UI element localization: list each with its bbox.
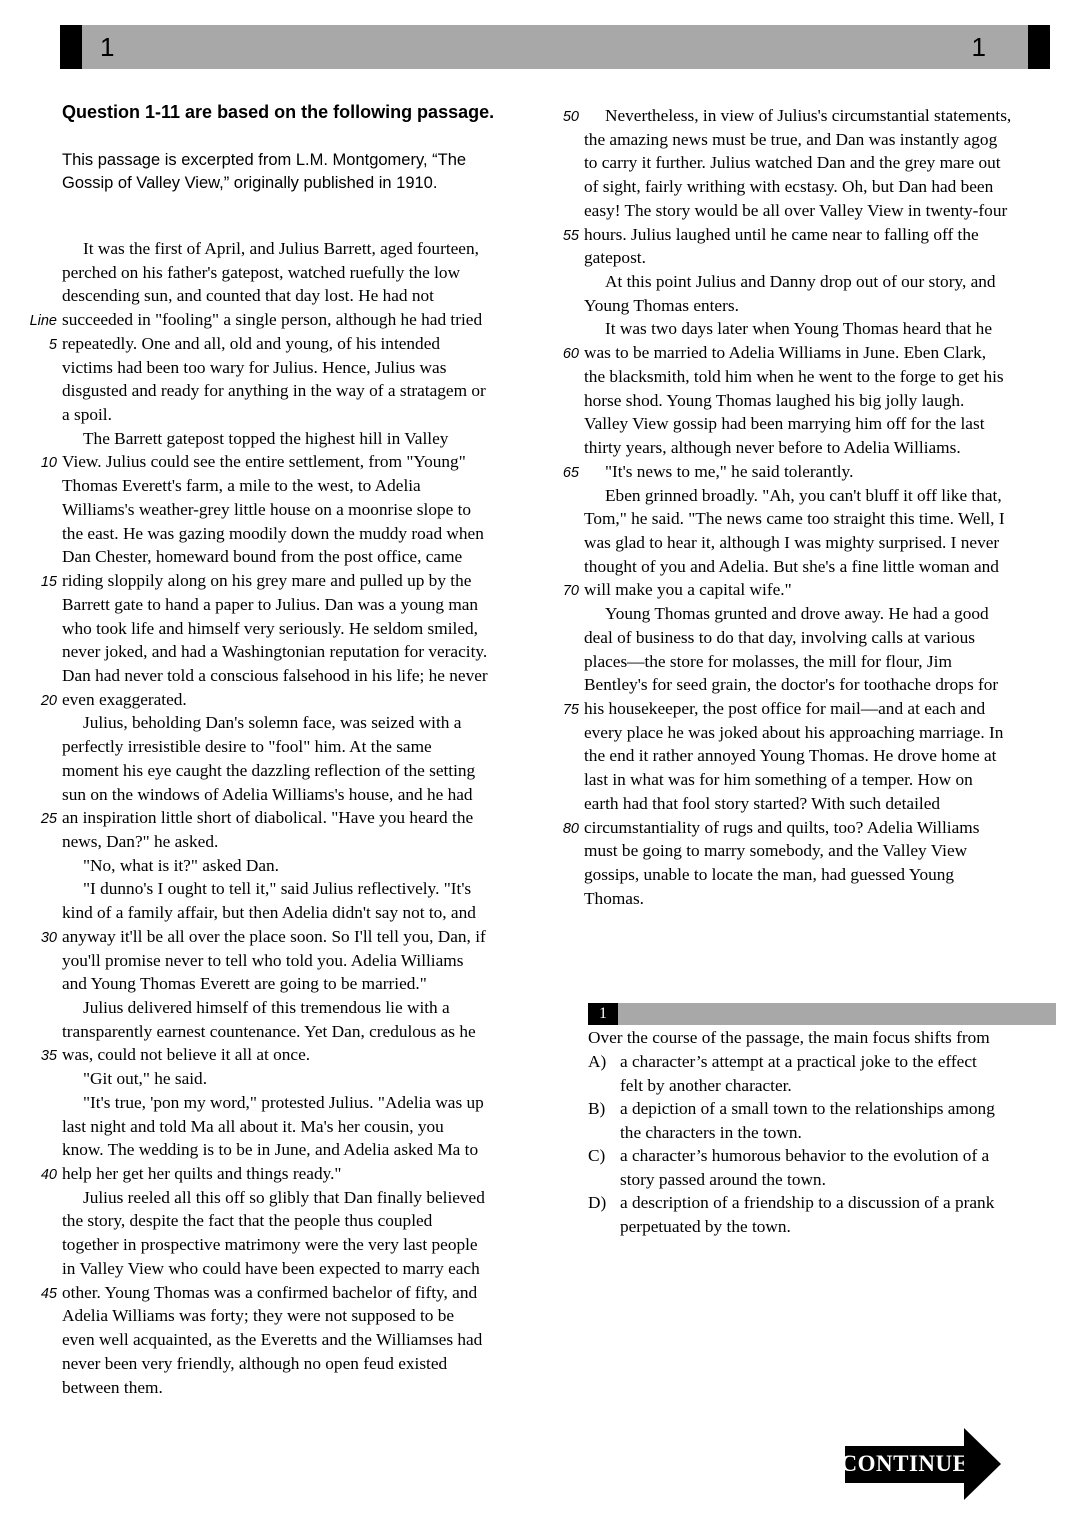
passage-line <box>548 128 1011 152</box>
choice-text <box>620 1050 977 1097</box>
passage-line <box>26 261 488 285</box>
passage-line <box>548 602 1011 626</box>
passage-text-line: Thomas. <box>584 888 644 908</box>
line-number-marker: 40 <box>40 1167 57 1184</box>
line-number-marker: Line <box>29 313 57 330</box>
passage-line <box>26 877 488 901</box>
passage-line <box>26 664 488 688</box>
choice-letter: D) <box>588 1193 607 1212</box>
passage-text-line: the blacksmith, told him when he went to the forge to get his <box>584 366 1004 386</box>
passage-text-line: transparently earnest countenance. Yet Dan, credulous as he <box>62 1021 476 1041</box>
passage-line <box>548 270 1011 294</box>
answer-choice-c[interactable] <box>588 1144 1060 1191</box>
passage-line <box>26 1281 488 1305</box>
answer-choice-b[interactable] <box>588 1097 1060 1144</box>
passage-text-line: Young Thomas enters. <box>584 295 739 315</box>
passage-text-line: Julius, beholding Dan's solemn face, was seized with a <box>83 713 462 733</box>
passage-text-line: never been very friendly, although no open feud existed <box>62 1353 448 1373</box>
line-number-marker: 10 <box>40 455 57 472</box>
passage-line <box>548 223 1011 247</box>
passage-text-line: Adelia Williams was forty; they were not supposed to be <box>62 1306 455 1326</box>
passage-text-line: View. Julius could see the entire settlement, from "Young" <box>62 452 466 472</box>
passage-text-line: never joked, and had a Washingtonian reputation for veracity. <box>62 642 488 662</box>
passage-text-line: circumstantiality of rugs and quilts, too? Adelia Williams <box>584 817 980 837</box>
answer-choice-a[interactable] <box>588 1050 1060 1097</box>
choice-text-line: a depiction of a small town to the relationships among <box>620 1099 995 1118</box>
passage-text-line: a spoil. <box>62 405 112 425</box>
passage-line <box>548 365 1011 389</box>
passage-line <box>26 640 488 664</box>
passage-text-line: disgusted and ready for anything in the way of a stratagem or <box>62 381 486 401</box>
passage-text-line: "I dunno's I ought to tell it," said Julius reflectively. "It's <box>83 879 472 899</box>
passage-text-line: last night and told Ma all about it. Ma's her cousin, you <box>62 1116 444 1136</box>
passage-text-line: the end it rather annoyed Young Thomas. He drove home at <box>584 746 997 766</box>
choice-text <box>620 1097 995 1144</box>
choice-text <box>620 1144 989 1191</box>
passage-text-line: horse shod. Young Thomas laughed his big jolly laugh. <box>584 390 965 410</box>
passage-text-line: perfectly irresistible desire to "fool" him. At the same <box>62 737 432 757</box>
passage-line <box>26 996 488 1020</box>
passage-line <box>548 460 1011 484</box>
passage-line <box>548 673 1011 697</box>
passage-line <box>26 806 488 830</box>
passage-line <box>26 1257 488 1281</box>
line-number-marker: 15 <box>40 574 57 591</box>
passage-line <box>26 1209 488 1233</box>
passage-line <box>26 450 488 474</box>
passage-directions: Question 1-11 are based on the following passage. <box>62 102 495 122</box>
passage-text-line: Tom," he said. "The news came too straight this time. Well, I <box>584 509 1005 529</box>
passage-line <box>548 436 1011 460</box>
passage-text-line: the amazing news must be true, and Dan was instantly agog <box>584 129 998 149</box>
passage-text-line: succeeded in "fooling" a single person, although he had tried <box>62 310 483 330</box>
passage-line <box>26 522 488 546</box>
passage-text-line: Julius reeled all this off so glibly that Dan finally believed <box>83 1187 485 1207</box>
continue-button[interactable] <box>840 1428 1001 1500</box>
passage-text-line: in Valley View who could have been expected to marry each <box>62 1258 480 1278</box>
passage-text-line: Nevertheless, in view of Julius's circumstantial statements, <box>605 106 1012 125</box>
passage-line <box>26 1376 488 1400</box>
line-number-marker: 45 <box>40 1285 57 1302</box>
passage-line <box>26 308 488 332</box>
passage-line <box>548 199 1011 223</box>
passage-text-line: even well acquainted, as the Everetts and the Williamses had <box>62 1330 483 1350</box>
passage-text-line: riding sloppily along on his grey mare and pulled up by the <box>62 571 472 591</box>
passage-text-line: even exaggerated. <box>62 689 187 709</box>
line-number-marker: 20 <box>40 692 57 709</box>
passage-line <box>548 294 1011 318</box>
passage-text-line: to carry it further. Julius watched Dan and the grey mare out <box>584 153 1001 173</box>
passage-text-line: Dan had never told a conscious falsehood in his life; he never <box>62 665 488 685</box>
passage-line <box>26 901 488 925</box>
choice-letter: B) <box>588 1099 606 1118</box>
passage-text-line: who took life and himself very seriously. He seldom smiled, <box>62 618 478 638</box>
line-number-marker: 75 <box>562 701 579 718</box>
line-number-marker: 70 <box>562 583 579 600</box>
passage-text-line: "No, what is it?" asked Dan. <box>83 855 280 875</box>
passage-text-line: his housekeeper, the post office for mail—and at each and <box>584 698 986 718</box>
passage-line <box>26 1043 488 1067</box>
passage-line <box>26 593 488 617</box>
passage-text-line: Julius delivered himself of this tremendous lie with a <box>83 998 450 1017</box>
passage-line <box>26 1067 488 1091</box>
passage-line <box>26 284 488 308</box>
line-number-marker: 55 <box>562 227 579 244</box>
passage-line <box>26 1304 488 1328</box>
passage-text-line: deal of business to do that day, involving calls at various <box>584 627 975 647</box>
passage-text-line: thirty years, although never before to Adelia Williams. <box>584 438 961 458</box>
passage-text-line: places—the store for molasses, the mill for flour, Jim <box>584 651 952 671</box>
passage-line <box>548 412 1011 436</box>
passage-line <box>548 104 1011 128</box>
passage-line <box>548 578 1011 602</box>
passage-text-line: Valley View gossip had been marrying him off for the last <box>584 414 985 434</box>
passage-text-line: gossips, unable to locate the man, had guessed Young <box>584 865 955 884</box>
line-number-marker: 65 <box>562 464 579 481</box>
choice-text <box>620 1191 994 1238</box>
question-stem: Over the course of the passage, the main focus shifts from <box>588 1028 990 1047</box>
passage-line <box>26 1115 488 1139</box>
passage-text-line: It was the first of April, and Julius Barrett, aged fourteen, <box>83 239 479 258</box>
passage-line <box>548 389 1011 413</box>
line-number-marker: 5 <box>48 336 57 353</box>
passage-text-line: was glad to hear it, although I was mighty surprised. I never <box>584 532 1000 552</box>
choice-letter: A) <box>588 1052 607 1071</box>
passage-line <box>26 1091 488 1115</box>
passage-text-line: you'll promise never to tell who told you. Adelia Williams <box>62 950 464 970</box>
passage-text-line: help her get her quilts and things ready." <box>62 1164 342 1184</box>
passage-line <box>26 1138 488 1162</box>
passage-line <box>26 545 488 569</box>
passage-text-line: moment his eye caught the dazzling reflection of the setting <box>62 760 476 780</box>
passage-text-line: kind of a family affair, but then Adelia didn't say not to, and <box>62 903 476 923</box>
passage-text-line: The Barrett gatepost topped the highest hill in Valley <box>83 428 449 448</box>
passage-line <box>548 484 1011 508</box>
passage-line <box>548 317 1011 341</box>
passage-line <box>26 237 488 261</box>
passage-text-line: every place he was joked about his approaching marriage. In <box>584 722 1004 742</box>
source-note-line: Gossip of Valley View,” originally published in 1910. <box>62 173 438 192</box>
passage-text-line: Barrett gate to hand a paper to Julius. Dan was a young man <box>62 594 479 614</box>
passage-column-left <box>26 237 488 1399</box>
passage-line <box>26 332 488 356</box>
passage-line <box>548 768 1011 792</box>
choice-text-line: story passed around the town. <box>620 1169 826 1189</box>
passage-line <box>26 356 488 380</box>
passage-line <box>548 744 1011 768</box>
question-number: 1 <box>588 1003 618 1025</box>
section-number-right: 1 <box>971 32 986 62</box>
header-right-endcap <box>1028 25 1050 69</box>
passage-text-line: will make you a capital wife." <box>584 580 792 600</box>
passage-line <box>548 626 1011 650</box>
passage-line <box>26 688 488 712</box>
passage-line <box>26 759 488 783</box>
passage-text-line: the east. He was gazing moodily down the muddy road when <box>62 523 484 543</box>
passage-text-line: "Git out," he said. <box>83 1069 208 1089</box>
passage-text-line: victims had been too wary for Julius. Hence, Julius was <box>62 357 447 377</box>
passage-text-line: other. Young Thomas was a confirmed bachelor of fifty, and <box>62 1282 478 1302</box>
passage-text-line: was, could not believe it all at once. <box>62 1045 311 1065</box>
header-left-endcap <box>60 25 82 69</box>
passage-text-line: Dan Chester, homeward bound from the post office, came <box>62 547 463 567</box>
section-header-bar <box>60 25 1050 69</box>
passage-text-line: Thomas Everett's farm, a mile to the west, to Adelia <box>62 476 421 496</box>
passage-line <box>548 721 1011 745</box>
passage-line <box>26 1162 488 1186</box>
line-number-marker: 25 <box>40 811 57 828</box>
choice-text-line: the characters in the town. <box>620 1122 802 1142</box>
line-number-marker: 30 <box>40 929 57 946</box>
passage-line <box>26 1020 488 1044</box>
line-number-marker: 80 <box>562 820 579 837</box>
passage-text-line: together in prospective matrimony were the very last people <box>62 1235 478 1255</box>
passage-text-line: Young Thomas grunted and drove away. He had a good <box>605 604 989 624</box>
passage-line <box>26 427 488 451</box>
line-number-marker: 50 <box>562 109 579 125</box>
passage-line <box>548 246 1011 270</box>
passage-line <box>26 1328 488 1352</box>
passage-column-right <box>548 104 1011 910</box>
passage-line <box>548 839 1011 863</box>
passage-line <box>26 1233 488 1257</box>
passage-text-line: an inspiration little short of diabolical. "Have you heard the <box>62 808 474 828</box>
passage-text-line: "It's news to me," he said tolerantly. <box>605 461 854 481</box>
question-header-bar <box>588 1003 1056 1025</box>
choice-text-line: perpetuated by the town. <box>620 1216 791 1236</box>
passage-line <box>548 650 1011 674</box>
passage-text-line: must be going to marry somebody, and the Valley View <box>584 841 968 861</box>
passage-line <box>26 1352 488 1376</box>
choice-text-line: a character’s humorous behavior to the evolution of a <box>620 1146 990 1165</box>
passage-line <box>548 341 1011 365</box>
continue-arrow-icon <box>964 1428 1001 1500</box>
passage-line <box>548 887 1011 911</box>
passage-line <box>548 531 1011 555</box>
passage-line <box>26 711 488 735</box>
passage-line <box>26 569 488 593</box>
passage-line <box>26 379 488 403</box>
passage-text-line: was to be married to Adelia Williams in June. Eben Clark, <box>584 343 987 363</box>
passage-line <box>26 972 488 996</box>
passage-source-note <box>62 149 532 194</box>
line-number-marker: 60 <box>562 346 579 363</box>
passage-line <box>26 783 488 807</box>
passage-text-line: Eben grinned broadly. "Ah, you can't bluff it off like that, <box>605 485 1002 505</box>
passage-text-line: Williams's weather-grey little house on a moonrise slope to <box>62 499 472 519</box>
passage-line <box>548 555 1011 579</box>
passage-line <box>26 498 488 522</box>
continue-label[interactable]: CONTINUE <box>845 1446 964 1483</box>
passage-line <box>548 863 1011 887</box>
passage-text-line: of sight, fairly writhing with ecstasy. Oh, but Dan had been <box>584 177 994 197</box>
passage-text-line: It was two days later when Young Thomas heard that he <box>605 319 992 339</box>
passage-text-line: the story, despite the fact that the people thus coupled <box>62 1211 433 1231</box>
choice-text-line: a description of a friendship to a discussion of a prank <box>620 1193 995 1212</box>
source-note-line: This passage is excerpted from L.M. Montgomery, “The <box>62 151 467 169</box>
passage-line <box>26 735 488 759</box>
passage-text-line: last in what was for him something of a temper. How on <box>584 770 973 790</box>
passage-text-line: earth had that fool story started? With such detailed <box>584 793 941 813</box>
passage-text-line: perched on his father's gatepost, watched ruefully the low <box>62 262 461 282</box>
passage-text-line: descending sun, and counted that day lost. He had not <box>62 286 434 306</box>
passage-text-line: anyway it'll be all over the place soon. So I'll tell you, Dan, if <box>62 926 486 946</box>
choice-letter: C) <box>588 1146 606 1165</box>
passage-text-line: repeatedly. One and all, old and young, of his intended <box>62 333 441 353</box>
passage-text-line: thought of you and Adelia. But she's a fine little woman and <box>584 556 999 576</box>
passage-text-line: At this point Julius and Danny drop out of our story, and <box>605 272 996 292</box>
passage-text-line: know. The wedding is to be in June, and Adelia asked Ma to <box>62 1140 479 1160</box>
passage-line <box>26 830 488 854</box>
line-number-marker: 35 <box>40 1048 57 1065</box>
passage-text-line: easy! The story would be all over Valley View in twenty-four <box>584 200 1008 220</box>
passage-text-line: news, Dan?" he asked. <box>62 831 219 851</box>
passage-text-line: hours. Julius laughed until he came near to falling off the <box>584 224 979 244</box>
passage-text-line: gatepost. <box>584 248 646 268</box>
passage-line <box>26 474 488 498</box>
passage-line <box>26 1186 488 1210</box>
passage-line <box>26 925 488 949</box>
passage-line <box>26 403 488 427</box>
section-number-left: 1 <box>100 32 115 62</box>
passage-line <box>548 151 1011 175</box>
choice-text-line: felt by another character. <box>620 1075 792 1095</box>
passage-text-line: "It's true, 'pon my word," protested Julius. "Adelia was up <box>83 1092 484 1112</box>
passage-line <box>26 854 488 878</box>
passage-line <box>548 507 1011 531</box>
passage-text-line: between them. <box>62 1377 163 1397</box>
answer-choices <box>588 1050 1060 1238</box>
passage-text-line: sun on the windows of Adelia Williams's house, and he had <box>62 784 473 804</box>
passage-text-line: and Young Thomas Everett are going to be married." <box>62 974 427 994</box>
passage-text-line: Bentley's for seed grain, the doctor's for toothache drops for <box>584 675 999 695</box>
passage-line <box>548 697 1011 721</box>
choice-text-line: a character’s attempt at a practical joke to the effect <box>620 1052 977 1071</box>
passage-line <box>26 617 488 641</box>
passage-line <box>548 816 1011 840</box>
passage-line <box>26 949 488 973</box>
passage-line <box>548 792 1011 816</box>
passage-line <box>548 175 1011 199</box>
answer-choice-d[interactable] <box>588 1191 1060 1238</box>
